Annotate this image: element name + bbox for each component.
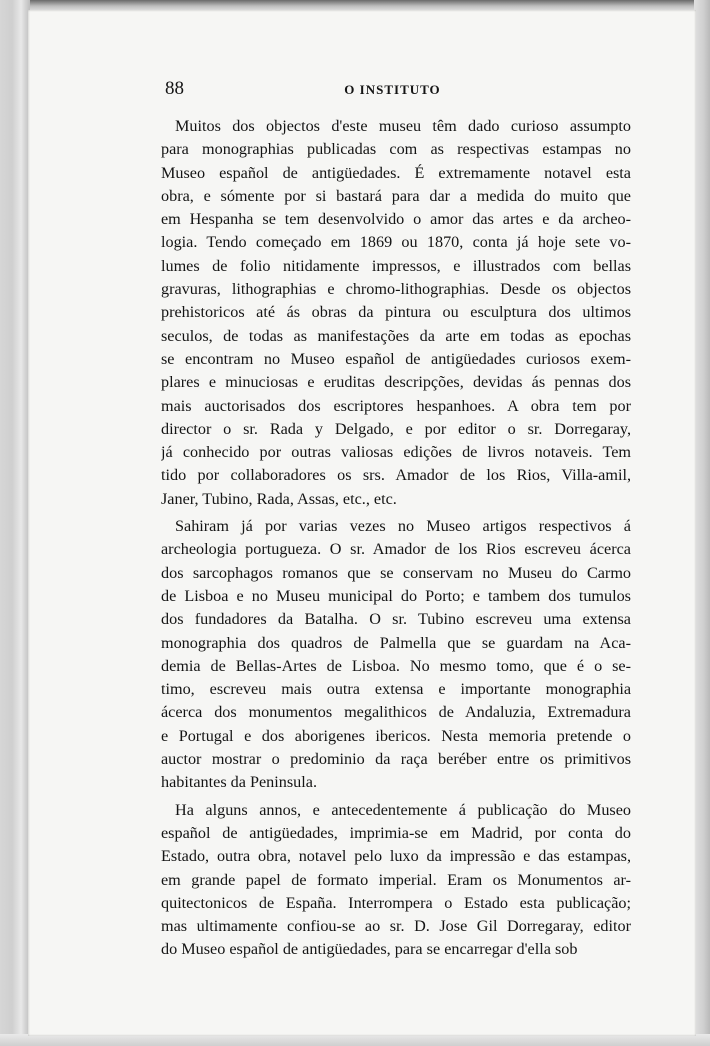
body-text <box>161 115 631 962</box>
scan-right-edge <box>694 0 710 1046</box>
book-gutter-edge <box>0 0 30 1046</box>
text-line: lumes de folio nitidamente impressos, e illustrados com bellas <box>161 256 631 275</box>
text-line: habitantes da Peninsula. <box>161 773 317 792</box>
text-line: logia. Tendo começado em 1869 ou 1870, conta já hoje sete vo- <box>161 233 631 252</box>
text-line: Museo español de antigüedades. É extremamente notavel esta <box>161 163 631 182</box>
running-head <box>165 78 620 104</box>
text-line: Muitos dos objectos d'este museu têm dado curioso assumpto <box>175 117 631 135</box>
text-line: mas ultimamente confiou-se ao sr. D. Jose Gil Dorregaray, editor <box>161 917 631 936</box>
paragraph <box>161 115 631 511</box>
text-line: dos fundadores da Batalha. O sr. Tubino escreveu uma extensa <box>161 610 631 629</box>
text-line: plares e minuciosas e eruditas descripções, devidas ás pennas dos <box>161 373 631 392</box>
text-line: em Hespanha se tem desenvolvido o amor das artes e da archeo- <box>161 210 631 229</box>
text-line: se encontram no Museo español de antigüedades curiosos exem- <box>161 349 631 368</box>
text-line: prehistoricos até ás obras da pintura ou esculptura dos ultimos <box>161 303 631 322</box>
text-line: monographia dos quadros de Palmella que se guardam na Aca- <box>161 633 631 652</box>
text-line: ácerca dos monumentos megalithicos de Andaluzia, Extremadura <box>161 703 631 722</box>
text-line: seculos, de todas as manifestações da arte em todas as epochas <box>161 326 631 345</box>
text-line: já conhecido por outras valiosas edições de livros notaveis. Tem <box>161 443 631 462</box>
text-line: em grande papel de formato imperial. Eram os Monumentos ar- <box>161 870 631 889</box>
running-title: O INSTITUTO <box>344 82 441 97</box>
text-line: de Lisboa e no Museu municipal do Porto; e tambem dos tumulos <box>161 586 631 605</box>
text-line: Estado, outra obra, notavel pelo luxo da impressão e das estampas, <box>161 847 631 866</box>
text-line: Ha alguns annos, e antecedentemente á publicação do Museo <box>175 800 631 819</box>
text-line: demia de Bellas-Artes de Lisboa. No mesmo tomo, que é o se- <box>161 656 631 675</box>
paragraph <box>161 515 631 795</box>
text-line: archeologia portugueza. O sr. Amador de los Rios escreveu ácerca <box>161 540 631 559</box>
text-line: director o sr. Rada y Delgado, e por editor o sr. Dorregaray, <box>161 419 631 438</box>
paragraph <box>161 799 631 962</box>
text-line: dos sarcophagos romanos que se conservam no Museu do Carmo <box>161 563 631 582</box>
text-line: para monographias publicadas com as respectivas estampas no <box>161 140 631 159</box>
text-line: quitectonicos de España. Interrompera o Estado esta publicação; <box>161 893 631 912</box>
text-line: Sahiram já por varias vezes no Museo artigos respectivos á <box>175 517 631 536</box>
text-line: mais auctorisados dos escriptores hespanhoes. A obra tem por <box>161 396 631 415</box>
text-line: auctor mostrar o predominio da raça beréber entre os primitivos <box>161 750 631 769</box>
text-line: Janer, Tubino, Rada, Assas, etc., etc. <box>161 489 397 508</box>
text-line: obra, e sómente por si bastará para dar a medida do muito que <box>161 186 631 205</box>
text-line: e Portugal e dos aborigenes ibericos. Nesta memoria pretende o <box>161 726 631 745</box>
text-line: gravuras, lithographias e chromo-lithographias. Desde os objectos <box>161 280 631 299</box>
text-line: do Museo español de antigüedades, para se encarregar d'ella sob <box>161 940 578 959</box>
text-line: español de antigüedades, imprimia-se em Madrid, por conta do <box>161 823 631 842</box>
text-line: timo, escreveu mais outra extensa e importante monographia <box>161 680 631 699</box>
page-number: 88 <box>165 78 184 99</box>
text-line: tido por collaboradores os srs. Amador de los Rios, Villa-amil, <box>161 466 631 485</box>
